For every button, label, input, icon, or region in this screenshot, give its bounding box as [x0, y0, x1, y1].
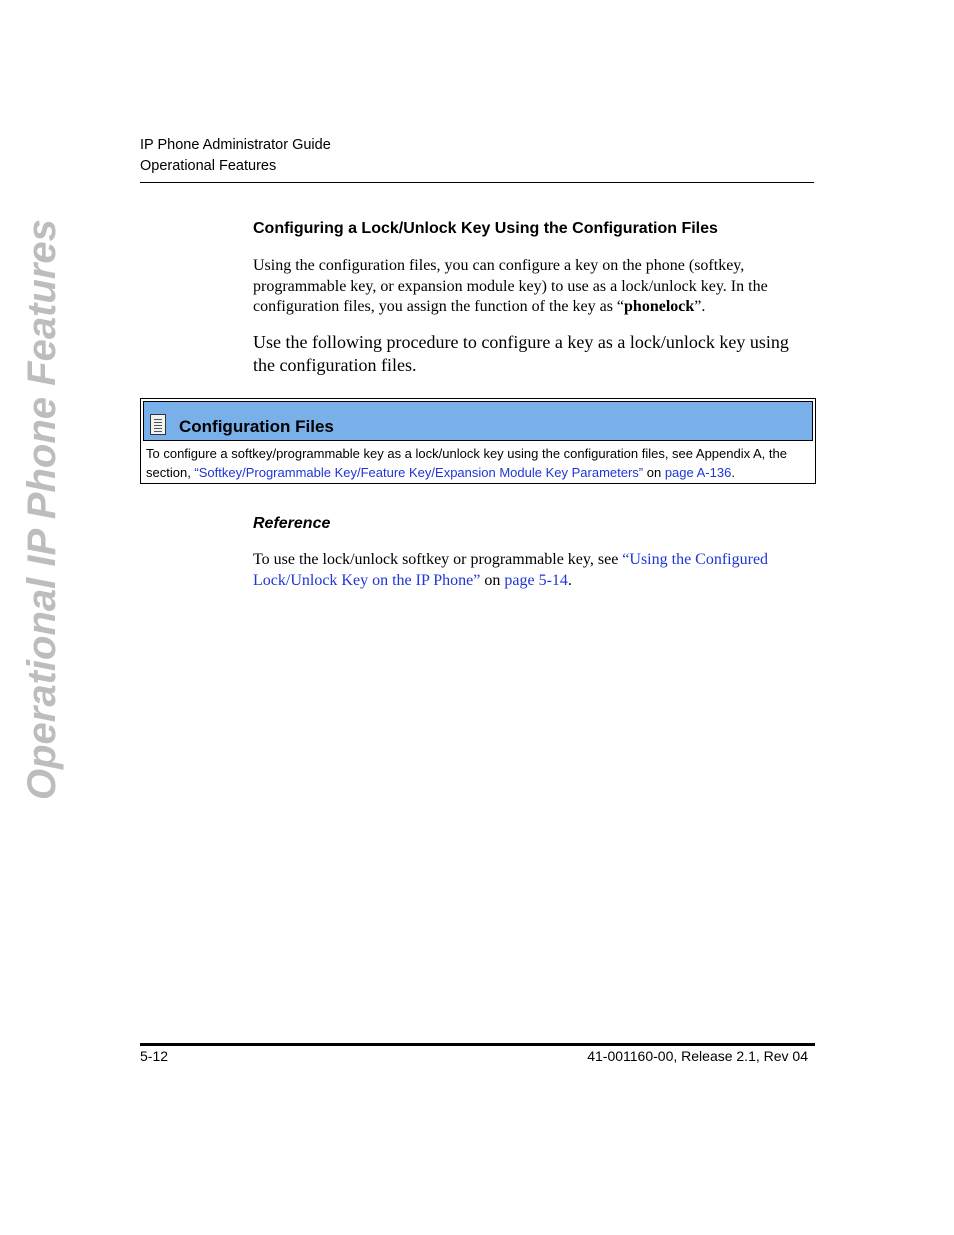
section-paragraph-1 [253, 256, 815, 318]
header-chapter-title: Operational Features [140, 158, 277, 174]
paragraph-1-end: ”. [694, 298, 706, 315]
side-chapter-title: Operational IP Phone Features [20, 219, 64, 800]
configuration-files-box [140, 398, 816, 484]
document-icon [150, 414, 166, 435]
paragraph-1-text: Using the configuration files, you can configure a key on the phone (softkey, programmable key, or expansion module key) to use as a lock/unlock key. In the configuration files, you assign the function of the key as “ [253, 257, 768, 315]
page-a-136-link[interactable]: page A-136 [664, 464, 732, 480]
configuration-files-text [146, 445, 810, 482]
config-text-b: on [643, 464, 665, 480]
reference-text-c: . [567, 571, 572, 589]
using-lock-key-link[interactable]: “Using the Configured Lock/Unlock Key on the IP Phone” [253, 551, 769, 589]
phonelock-keyword: phonelock [624, 298, 695, 315]
footer-rule [140, 1043, 815, 1046]
header-rule [140, 182, 814, 183]
reference-heading: Reference [253, 515, 331, 532]
config-text-c: . [731, 464, 735, 480]
reference-paragraph [253, 550, 815, 591]
configuration-files-box-header [143, 401, 813, 441]
reference-text-a: To use the lock/unlock softkey or programmable key, see [253, 551, 623, 568]
footer-page-number: 5-12 [140, 1048, 169, 1064]
section-heading: Configuring a Lock/Unlock Key Using the Configuration Files [253, 220, 718, 237]
header-guide-title: IP Phone Administrator Guide [140, 137, 331, 153]
section-paragraph-2: Use the following procedure to configure a key as a lock/unlock key using the configuration files. [253, 332, 789, 375]
config-text-a: To configure a softkey/programmable key as a lock/unlock key using the configuration files, see Appendix A, the section, [146, 446, 787, 480]
reference-text-b: on [480, 571, 505, 589]
page-5-14-link[interactable]: page 5-14 [504, 571, 568, 589]
configuration-files-title: Configuration Files [179, 417, 334, 436]
softkey-parameters-link[interactable]: “Softkey/Programmable Key/Feature Key/Expansion Module Key Parameters” [194, 464, 644, 480]
footer-document-id: 41-001160-00, Release 2.1, Rev 04 [587, 1048, 808, 1064]
